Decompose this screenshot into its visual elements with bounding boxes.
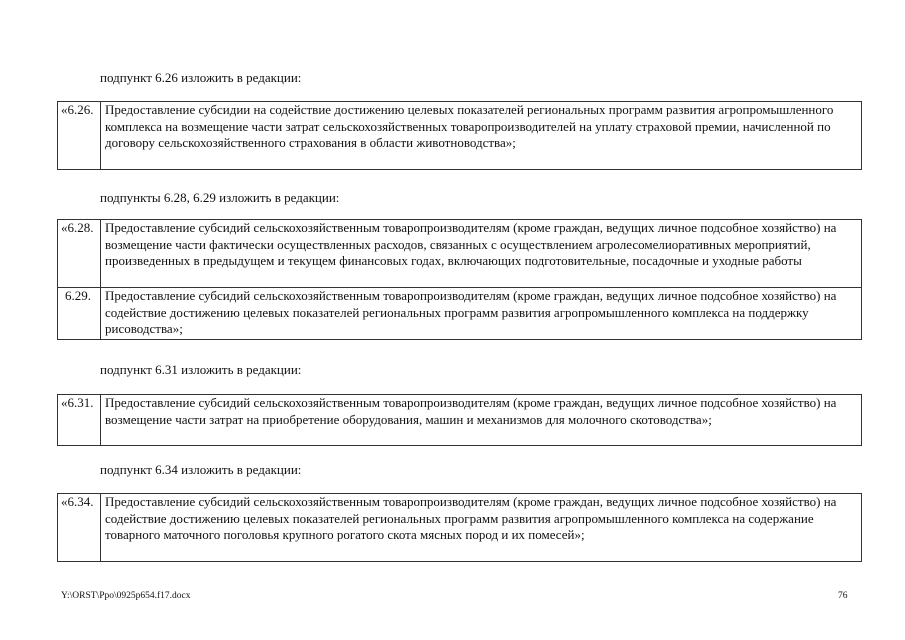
item-text: Предоставление субсидий сельскохозяйственным товаропроизводителям (кроме граждан, ведущих личное подсобное хозяйство) на возмещение части затрат на приобретение оборудования, машин и механизмов для молочного скотоводства»; <box>101 395 862 446</box>
table-row <box>58 220 862 288</box>
amendment-table <box>57 101 862 170</box>
item-number: 6.29. <box>58 288 101 340</box>
amendment-table <box>57 493 862 562</box>
section-intro: подпункт 6.26 изложить в редакции: <box>100 70 302 85</box>
amendment-table <box>57 394 862 446</box>
section-intro: подпункт 6.31 изложить в редакции: <box>100 362 302 377</box>
table-row <box>58 102 862 170</box>
item-number: «6.28. <box>58 220 101 288</box>
table-row <box>58 288 862 340</box>
footer-file-path: Y:\ORST\Ppo\0925p654.f17.docx <box>61 591 191 601</box>
table-row <box>58 395 862 446</box>
section-intro: подпункт 6.34 изложить в редакции: <box>100 462 302 477</box>
section-intro: подпункты 6.28, 6.29 изложить в редакции: <box>100 190 340 205</box>
amendment-table <box>57 219 862 340</box>
item-number: «6.31. <box>58 395 101 446</box>
item-number: «6.26. <box>58 102 101 170</box>
item-text: Предоставление субсидий сельскохозяйственным товаропроизводителям (кроме граждан, ведущих личное подсобное хозяйство) на содействие достижению целевых показателей региональных программ развития агропромышленного комплекса на поддержку рисоводства»; <box>101 288 862 340</box>
table-row <box>58 494 862 562</box>
item-number: «6.34. <box>58 494 101 562</box>
item-text: Предоставление субсидии на содействие достижению целевых показателей региональных программ развития агропромышленного комплекса на возмещение части затрат сельскохозяйственных товаропроизводителей на уплату страховой премии, начисленной по договору сельскохозяйственного страхования в области животноводства»; <box>101 102 862 170</box>
item-text: Предоставление субсидий сельскохозяйственным товаропроизводителям (кроме граждан, ведущих личное подсобное хозяйство) на содействие достижению целевых показателей региональных программ развития агропромышленного комплекса на содержание товарного маточного поголовья крупного рогатого скота мясных пород и их помесей»; <box>101 494 862 562</box>
page-number: 76 <box>838 591 848 601</box>
item-text: Предоставление субсидий сельскохозяйственным товаропроизводителям (кроме граждан, ведущих личное подсобное хозяйство) на возмещение части фактически осуществленных расходов, связанных с осуществлением агролесомелиоративных мероприятий, произведенных в предыдущем и текущем финансовых годах, включающих подготовительные, посадочные и уходные работы <box>101 220 862 288</box>
